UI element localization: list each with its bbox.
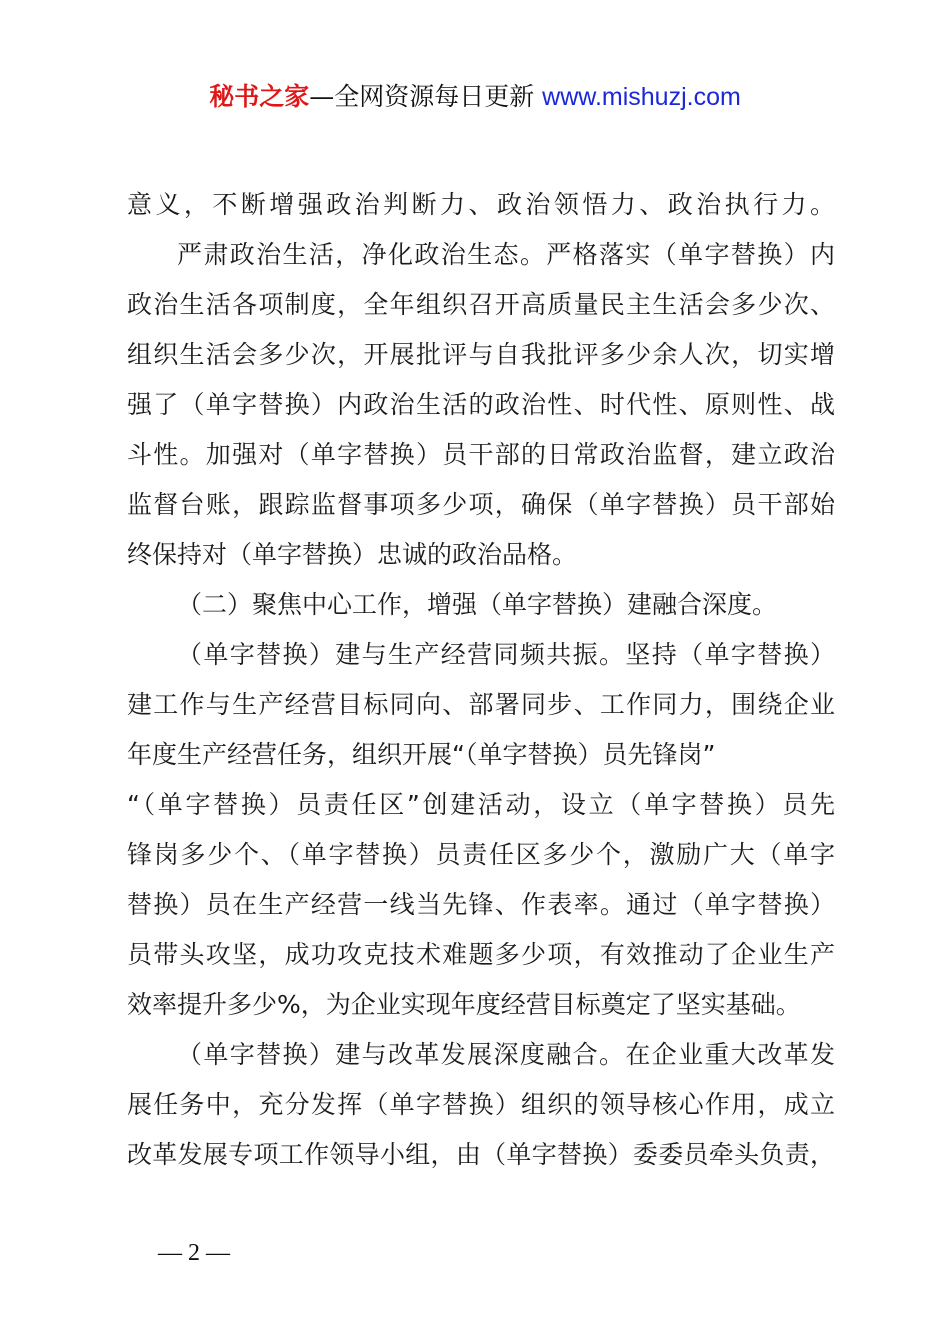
paragraph-start-line: 严肃政治生活，净化政治生态。严格落实（单字替换）内 (177, 240, 835, 269)
body-line: 终保持对（单字替换）忠诚的政治品格。 (127, 540, 578, 569)
site-brand: 秘书之家 (209, 82, 310, 111)
body-line: 员带头攻坚，成功攻克技术难题多少项，有效推动了企业生产 (127, 940, 835, 969)
body-line: 意义，不断增强政治判断力、政治领悟力、政治执行力。 (127, 190, 835, 219)
document-body (127, 180, 835, 1180)
site-tagline: —全网资源每日更新 (309, 82, 543, 111)
paragraph-start-line: （单字替换）建与改革发展深度融合。在企业重大改革发 (177, 1040, 835, 1069)
body-line: 组织生活会多少次，开展批评与自我批评多少余人次，切实增 (127, 340, 835, 369)
body-line: 年度生产经营任务，组织开展“（单字替换）员先锋岗” (127, 740, 716, 769)
body-line: 效率提升多少%，为企业实现年度经营目标奠定了坚实基础。 (127, 990, 801, 1019)
body-line: 锋岗多少个、（单字替换）员责任区多少个，激励广大（单字 (127, 840, 835, 869)
body-line: 改革发展专项工作领导小组，由（单字替换）委委员牵头负责， (127, 1140, 835, 1169)
site-header (0, 80, 950, 114)
body-line: 监督台账，跟踪监督事项多少项，确保（单字替换）员干部始 (127, 490, 835, 519)
body-line: 替换）员在生产经营一线当先锋、作表率。通过（单字替换） (127, 890, 835, 919)
body-line: 建工作与生产经营目标同向、部署同步、工作同力，围绕企业 (127, 690, 835, 719)
body-line: “（单字替换）员责任区”创建活动，设立（单字替换）员先 (127, 790, 835, 819)
body-line: 展任务中，充分发挥（单字替换）组织的领导核心作用，成立 (127, 1090, 835, 1119)
body-line: 政治生活各项制度，全年组织召开高质量民主生活会多少次、 (127, 290, 835, 319)
body-line: 强了（单字替换）内政治生活的政治性、时代性、原则性、战 (127, 390, 835, 419)
page-number: — 2 — (158, 1240, 230, 1266)
section-heading: （二）聚焦中心工作，增强（单字替换）建融合深度。 (177, 590, 778, 619)
paragraph-start-line: （单字替换）建与生产经营同频共振。坚持（单字替换） (177, 640, 835, 669)
body-line: 斗性。加强对（单字替换）员干部的日常政治监督，建立政治 (127, 440, 835, 469)
site-url[interactable]: www.mishuzj.com (542, 83, 741, 111)
